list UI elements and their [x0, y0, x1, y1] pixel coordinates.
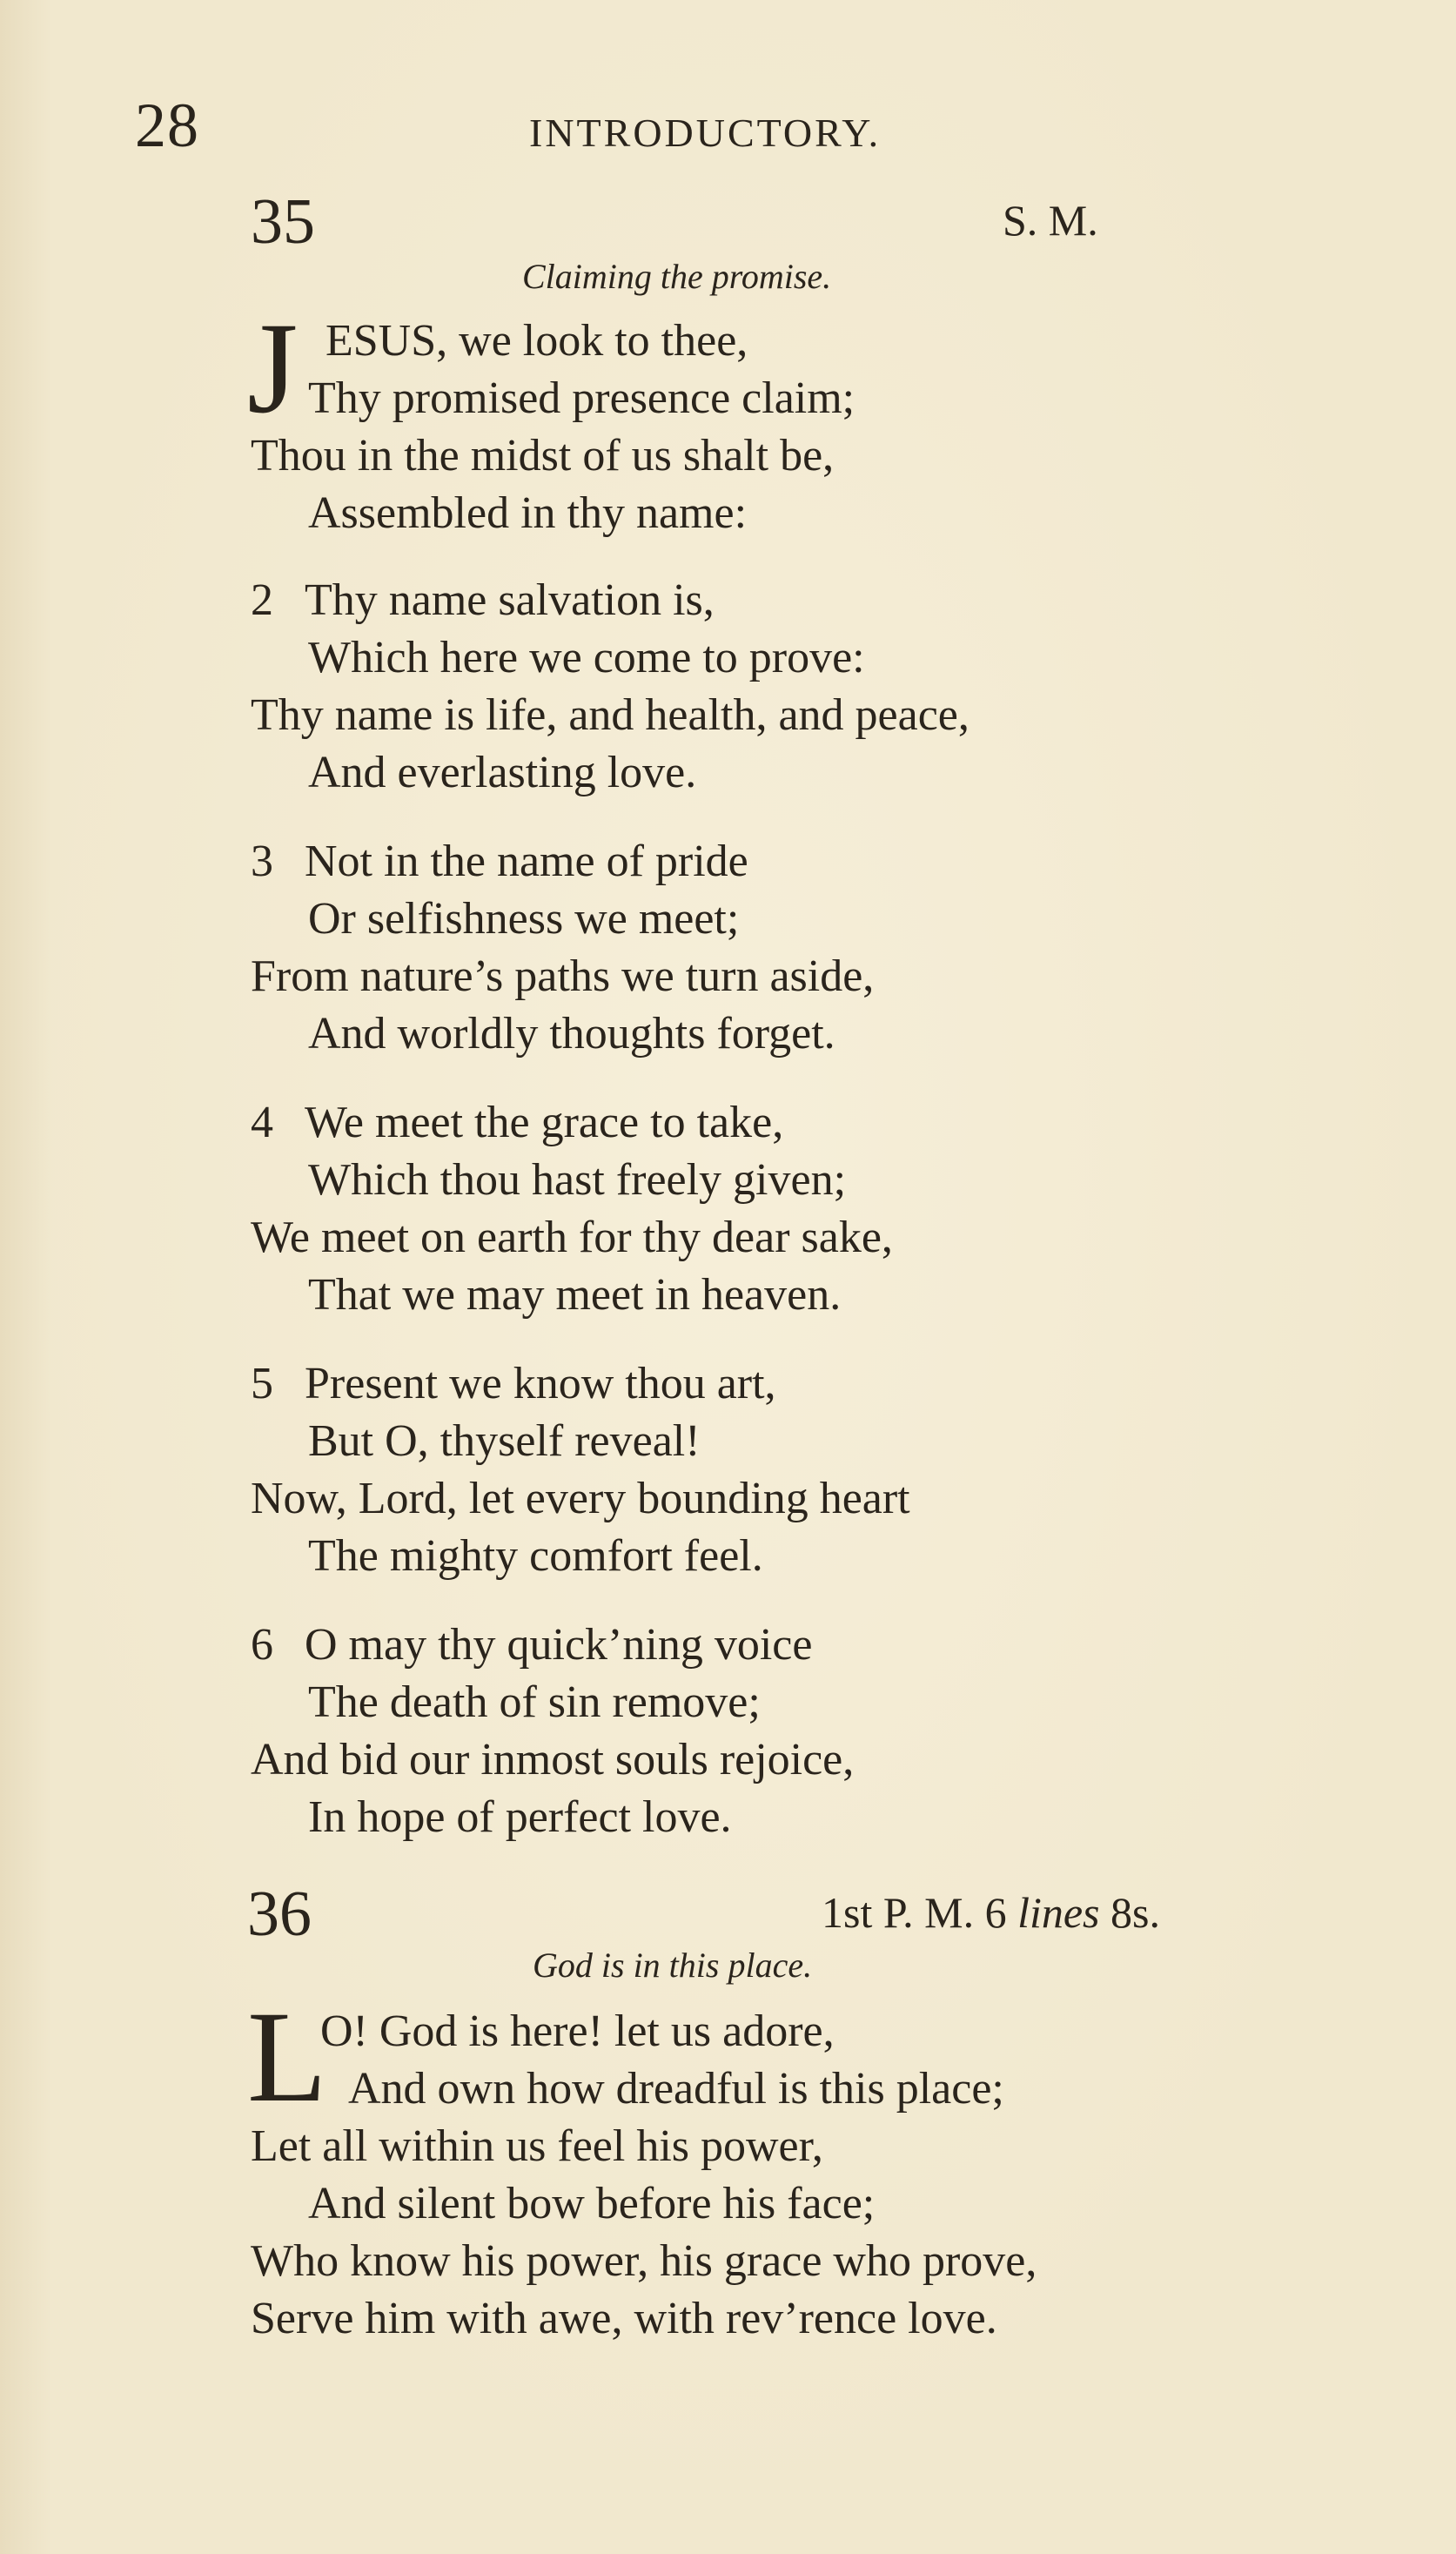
hymn-35-meter: S. M.	[1003, 196, 1098, 245]
hymn-35-verse-3-line-1: 3 Not in the name of pride	[251, 837, 748, 886]
hymn-35-verse-2-line-4: And everlasting love.	[308, 748, 697, 797]
hymn-35-drop-cap: J	[247, 296, 299, 440]
hymn-36-line-4: And silent bow before his face;	[308, 2179, 876, 2228]
hymn-35-verse-4-line-3: We meet on earth for thy dear sake,	[251, 1213, 893, 1262]
hymn-35-verse-3-line-2: Or selfishness we meet;	[308, 894, 740, 944]
verse-number: 3	[251, 837, 273, 886]
hymn-36-drop-cap: L	[247, 1985, 327, 2129]
hymn-35-verse-5-line-4: The mighty comfort feel.	[308, 1531, 763, 1581]
hymn-36-line-2: And own how dreadful is this place;	[348, 2064, 1004, 2114]
hymn-35-verse-2-line-1: 2 Thy name salvation is,	[251, 575, 715, 625]
page-number: 28	[135, 91, 199, 160]
hymn-36-line-3: Let all within us feel his power,	[251, 2121, 823, 2171]
hymn-36-line-1: O! God is here! let us adore,	[320, 2006, 835, 2056]
verse-number: 4	[251, 1098, 273, 1147]
hymn-35-line-4: Assembled in thy name:	[308, 488, 748, 538]
hymn-35-verse-6-line-1: 6 O may thy quick’ning voice	[251, 1620, 813, 1670]
verse-number: 2	[251, 575, 273, 625]
hymn-35-line-2: Thy promised presence claim;	[308, 373, 855, 423]
hymn-35-verse-5-line-1: 5 Present we know thou art,	[251, 1359, 776, 1408]
running-title: INTRODUCTORY.	[529, 111, 882, 155]
hymn-36-number: 36	[247, 1879, 312, 1950]
hymn-35-verse-4-line-2: Which thou hast freely given;	[308, 1155, 847, 1205]
hymn-35-verse-3-line-3: From nature’s paths we turn aside,	[251, 951, 875, 1001]
hymn-35-verse-2-line-2: Which here we come to prove:	[308, 633, 865, 682]
hymn-35-verse-5-line-2: But O, thyself reveal!	[308, 1416, 701, 1466]
hymn-35-line-1: ESUS, we look to thee,	[325, 316, 748, 366]
hymn-35-verse-6-line-3: And bid our inmost souls rejoice,	[251, 1735, 855, 1784]
hymn-35-verse-4-line-4: That we may meet in heaven.	[308, 1270, 842, 1320]
verse-number: 5	[251, 1359, 273, 1408]
hymn-35-verse-6-line-2: The death of sin remove;	[308, 1677, 761, 1727]
hymn-36-line-5: Who know his power, his grace who prove,	[251, 2236, 1037, 2286]
hymn-35-verse-4-line-1: 4 We meet the grace to take,	[251, 1098, 784, 1147]
hymn-36-line-6: Serve him with awe, with rev’rence love.	[251, 2294, 997, 2343]
hymn-36-meter: 1st P. M. 6 lines 8s.	[822, 1888, 1160, 1937]
hymn-35-title: Claiming the promise.	[522, 257, 832, 296]
hymn-35-verse-3-line-4: And worldly thoughts forget.	[308, 1009, 835, 1059]
hymn-35-verse-2-line-3: Thy name is life, and health, and peace,	[251, 690, 970, 740]
hymn-35-line-3: Thou in the midst of us shalt be,	[251, 431, 835, 481]
verse-number: 6	[251, 1620, 273, 1670]
hymn-36-title: God is in this place.	[533, 1946, 813, 1985]
hymn-35-verse-6-line-4: In hope of perfect love.	[308, 1792, 732, 1842]
hymn-35-verse-5-line-3: Now, Lord, let every bounding heart	[251, 1474, 910, 1523]
hymn-35-number: 35	[251, 186, 315, 258]
